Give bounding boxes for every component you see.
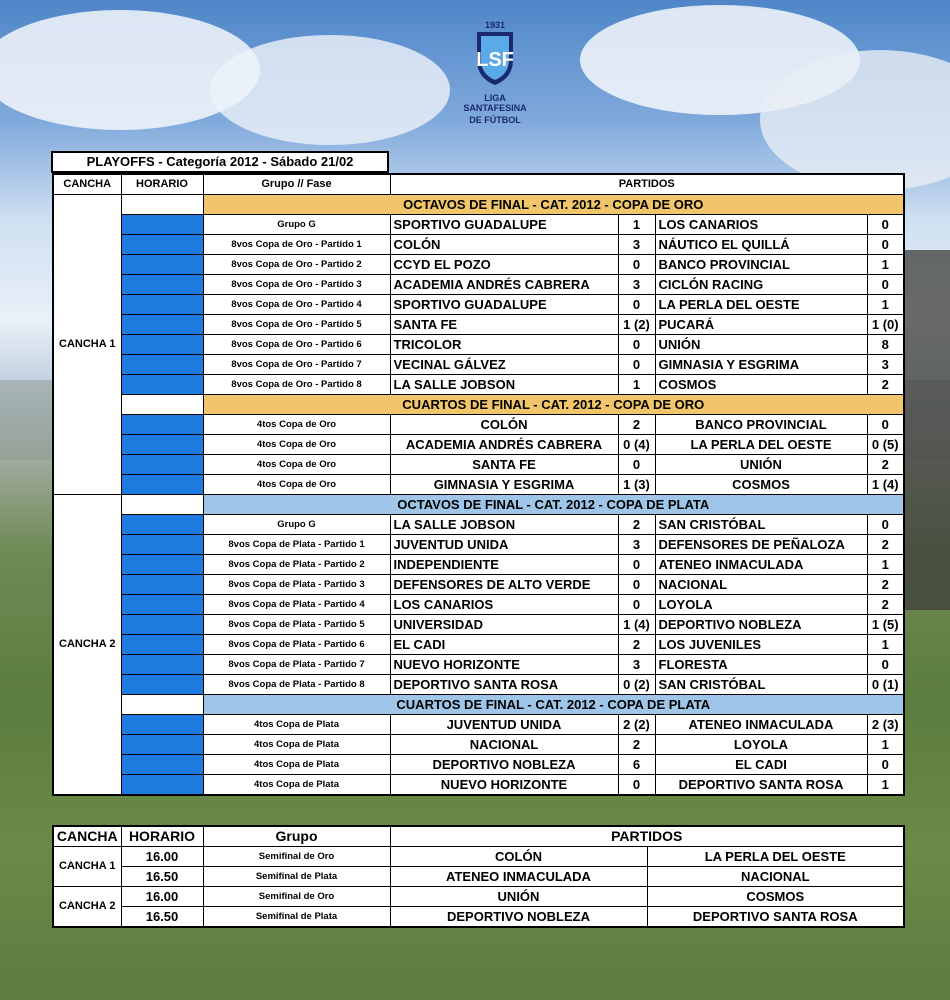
away-score: 1: [867, 295, 904, 315]
column-header-row: [53, 174, 904, 195]
time-slot: [121, 255, 203, 275]
away-team: ATENEO INMACULADA: [655, 715, 867, 735]
section-title: OCTAVOS DE FINAL - CAT. 2012 - COPA DE ORO: [203, 195, 904, 215]
home-score: 0: [618, 555, 655, 575]
match-row: [53, 575, 904, 595]
home-score: 0: [618, 355, 655, 375]
away-team: UNIÓN: [655, 335, 867, 355]
semis-phase: Semifinal de Oro: [203, 847, 390, 867]
away-score: 0: [867, 275, 904, 295]
away-score: 1 (5): [867, 615, 904, 635]
home-team: JUVENTUD UNIDA: [390, 535, 618, 555]
home-team: DEPORTIVO NOBLEZA: [390, 755, 618, 775]
away-score: 1: [867, 255, 904, 275]
match-phase: 8vos Copa de Plata - Partido 3: [203, 575, 390, 595]
away-team: FLORESTA: [655, 655, 867, 675]
match-row: [53, 535, 904, 555]
time-slot: [121, 455, 203, 475]
time-slot: [121, 535, 203, 555]
match-phase: 8vos Copa de Oro - Partido 2: [203, 255, 390, 275]
section-header-row: [53, 695, 904, 715]
time-cell-empty: [121, 195, 203, 215]
time-slot: [121, 515, 203, 535]
match-phase: 4tos Copa de Plata: [203, 775, 390, 796]
semis-home-team: ATENEO INMACULADA: [390, 867, 647, 887]
home-score: 3: [618, 535, 655, 555]
away-score: 1 (0): [867, 315, 904, 335]
time-slot: [121, 435, 203, 455]
home-score: 0 (4): [618, 435, 655, 455]
away-score: 0: [867, 415, 904, 435]
match-row: [53, 595, 904, 615]
match-row: [53, 615, 904, 635]
away-score: 1: [867, 555, 904, 575]
match-phase: 8vos Copa de Plata - Partido 7: [203, 655, 390, 675]
semis-time: 16.50: [121, 907, 203, 928]
semis-header-row: [53, 826, 904, 847]
away-team: BANCO PROVINCIAL: [655, 415, 867, 435]
time-slot: [121, 715, 203, 735]
section-title: CUARTOS DE FINAL - CAT. 2012 - COPA DE ORO: [203, 395, 904, 415]
away-score: 0 (5): [867, 435, 904, 455]
match-phase: 4tos Copa de Oro: [203, 435, 390, 455]
match-phase: Grupo G: [203, 515, 390, 535]
home-score: 0: [618, 595, 655, 615]
home-team: COLÓN: [390, 235, 618, 255]
semis-phase: Semifinal de Plata: [203, 867, 390, 887]
home-score: 2 (2): [618, 715, 655, 735]
home-score: 1: [618, 375, 655, 395]
match-row: [53, 715, 904, 735]
time-slot: [121, 235, 203, 255]
logo-name-line1: LIGA SANTAFESINA: [463, 93, 527, 113]
semis-home-team: DEPORTIVO NOBLEZA: [390, 907, 647, 928]
home-team: EL CADI: [390, 635, 618, 655]
match-row: [53, 335, 904, 355]
away-team: UNIÓN: [655, 455, 867, 475]
time-slot: [121, 675, 203, 695]
semifinal-row: [53, 907, 904, 928]
home-score: 0: [618, 455, 655, 475]
away-score: 1: [867, 635, 904, 655]
time-cell-empty: [121, 695, 203, 715]
match-row: [53, 555, 904, 575]
home-score: 3: [618, 235, 655, 255]
home-team: SPORTIVO GUADALUPE: [390, 295, 618, 315]
col-header-grupo: Grupo // Fase: [203, 174, 390, 195]
match-phase: 8vos Copa de Oro - Partido 6: [203, 335, 390, 355]
match-row: [53, 455, 904, 475]
home-score: 0: [618, 335, 655, 355]
match-phase: 8vos Copa de Plata - Partido 5: [203, 615, 390, 635]
home-score: 0: [618, 775, 655, 796]
match-row: [53, 435, 904, 455]
home-score: 2: [618, 515, 655, 535]
logo-name-line2: DE FÚTBOL: [469, 115, 521, 125]
time-slot: [121, 475, 203, 495]
home-score: 1: [618, 215, 655, 235]
match-row: [53, 355, 904, 375]
semis-time: 16.50: [121, 867, 203, 887]
match-row: [53, 315, 904, 335]
home-team: DEFENSORES DE ALTO VERDE: [390, 575, 618, 595]
away-team: SAN CRISTÓBAL: [655, 515, 867, 535]
away-team: BANCO PROVINCIAL: [655, 255, 867, 275]
away-score: 2: [867, 575, 904, 595]
home-score: 3: [618, 275, 655, 295]
court-label: CANCHA 1: [53, 195, 121, 495]
section-title: OCTAVOS DE FINAL - CAT. 2012 - COPA DE PLATA: [203, 495, 904, 515]
match-phase: 4tos Copa de Plata: [203, 715, 390, 735]
away-score: 8: [867, 335, 904, 355]
match-row: [53, 775, 904, 796]
away-team: PUCARÁ: [655, 315, 867, 335]
match-row: [53, 215, 904, 235]
time-slot: [121, 355, 203, 375]
home-team: NACIONAL: [390, 735, 618, 755]
home-team: NUEVO HORIZONTE: [390, 655, 618, 675]
away-score: 1: [867, 735, 904, 755]
section-header-row: [53, 195, 904, 215]
home-team: NUEVO HORIZONTE: [390, 775, 618, 796]
match-row: [53, 655, 904, 675]
away-team: LA PERLA DEL OESTE: [655, 435, 867, 455]
time-slot: [121, 275, 203, 295]
page-title: PLAYOFFS - Categoría 2012 - Sábado 21/02: [51, 151, 389, 173]
away-team: COSMOS: [655, 475, 867, 495]
semifinal-row: [53, 887, 904, 907]
logo-monogram: LSF: [476, 49, 514, 71]
match-row: [53, 415, 904, 435]
court-label: CANCHA 2: [53, 495, 121, 796]
match-phase: 8vos Copa de Oro - Partido 5: [203, 315, 390, 335]
time-slot: [121, 375, 203, 395]
home-team: DEPORTIVO SANTA ROSA: [390, 675, 618, 695]
away-team: SAN CRISTÓBAL: [655, 675, 867, 695]
match-row: [53, 375, 904, 395]
home-team: LOS CANARIOS: [390, 595, 618, 615]
match-phase: 8vos Copa de Plata - Partido 2: [203, 555, 390, 575]
match-phase: 8vos Copa de Oro - Partido 4: [203, 295, 390, 315]
time-slot: [121, 755, 203, 775]
semis-away-team: DEPORTIVO SANTA ROSA: [647, 907, 904, 928]
home-score: 0: [618, 295, 655, 315]
section-header-row: [53, 495, 904, 515]
semis-col-cancha: CANCHA: [53, 826, 121, 847]
home-team: ACADEMIA ANDRÉS CABRERA: [390, 275, 618, 295]
home-score: 1 (2): [618, 315, 655, 335]
col-header-partidos: PARTIDOS: [390, 174, 904, 195]
semis-phase: Semifinal de Plata: [203, 907, 390, 928]
league-logo: [455, 20, 535, 125]
time-slot: [121, 295, 203, 315]
time-cell-empty: [121, 495, 203, 515]
away-team: CICLÓN RACING: [655, 275, 867, 295]
match-row: [53, 675, 904, 695]
home-team: INDEPENDIENTE: [390, 555, 618, 575]
away-team: DEFENSORES DE PEÑALOZA: [655, 535, 867, 555]
home-team: TRICOLOR: [390, 335, 618, 355]
away-team: LOS JUVENILES: [655, 635, 867, 655]
time-slot: [121, 655, 203, 675]
home-score: 2: [618, 735, 655, 755]
time-slot: [121, 775, 203, 796]
time-slot: [121, 615, 203, 635]
away-team: LOYOLA: [655, 595, 867, 615]
semis-phase: Semifinal de Oro: [203, 887, 390, 907]
match-phase: 8vos Copa de Oro - Partido 3: [203, 275, 390, 295]
away-score: 0: [867, 655, 904, 675]
away-score: 1: [867, 775, 904, 796]
home-score: 2: [618, 635, 655, 655]
away-team: DEPORTIVO NOBLEZA: [655, 615, 867, 635]
away-score: 2: [867, 535, 904, 555]
home-score: 0 (2): [618, 675, 655, 695]
home-team: LA SALLE JOBSON: [390, 515, 618, 535]
match-row: [53, 475, 904, 495]
playoffs-table: [52, 173, 905, 796]
semifinals-table: [52, 825, 905, 928]
match-row: [53, 255, 904, 275]
semis-away-team: COSMOS: [647, 887, 904, 907]
match-row: [53, 235, 904, 255]
time-slot: [121, 335, 203, 355]
section-title: CUARTOS DE FINAL - CAT. 2012 - COPA DE PLATA: [203, 695, 904, 715]
time-slot: [121, 315, 203, 335]
semis-home-team: UNIÓN: [390, 887, 647, 907]
match-phase: 8vos Copa de Plata - Partido 6: [203, 635, 390, 655]
home-score: 2: [618, 415, 655, 435]
away-score: 2 (3): [867, 715, 904, 735]
semis-time: 16.00: [121, 887, 203, 907]
semifinal-row: [53, 847, 904, 867]
away-team: ATENEO INMACULADA: [655, 555, 867, 575]
home-team: VECINAL GÁLVEZ: [390, 355, 618, 375]
match-phase: 8vos Copa de Oro - Partido 7: [203, 355, 390, 375]
away-team: EL CADI: [655, 755, 867, 775]
match-phase: 8vos Copa de Oro - Partido 8: [203, 375, 390, 395]
match-phase: 4tos Copa de Plata: [203, 735, 390, 755]
time-slot: [121, 575, 203, 595]
away-score: 2: [867, 595, 904, 615]
match-phase: 4tos Copa de Oro: [203, 455, 390, 475]
home-score: 1 (3): [618, 475, 655, 495]
home-score: 1 (4): [618, 615, 655, 635]
home-score: 0: [618, 575, 655, 595]
away-team: DEPORTIVO SANTA ROSA: [655, 775, 867, 796]
match-phase: 4tos Copa de Oro: [203, 475, 390, 495]
semis-col-grupo: Grupo: [203, 826, 390, 847]
semis-col-partidos: PARTIDOS: [390, 826, 904, 847]
away-team: NÁUTICO EL QUILLÁ: [655, 235, 867, 255]
away-score: 0: [867, 215, 904, 235]
match-row: [53, 755, 904, 775]
away-score: 3: [867, 355, 904, 375]
away-score: 2: [867, 375, 904, 395]
col-header-horario: HORARIO: [121, 174, 203, 195]
away-team: LOYOLA: [655, 735, 867, 755]
home-team: JUVENTUD UNIDA: [390, 715, 618, 735]
semis-away-team: LA PERLA DEL OESTE: [647, 847, 904, 867]
match-row: [53, 295, 904, 315]
away-score: 1 (4): [867, 475, 904, 495]
semis-col-horario: HORARIO: [121, 826, 203, 847]
semis-court-label: CANCHA 2: [53, 887, 121, 928]
away-team: COSMOS: [655, 375, 867, 395]
time-slot: [121, 215, 203, 235]
away-team: LA PERLA DEL OESTE: [655, 295, 867, 315]
shield-icon: [473, 30, 517, 86]
time-cell-empty: [121, 395, 203, 415]
home-score: 6: [618, 755, 655, 775]
away-score: 2: [867, 455, 904, 475]
semis-home-team: COLÓN: [390, 847, 647, 867]
match-phase: 8vos Copa de Plata - Partido 1: [203, 535, 390, 555]
away-team: GIMNASIA Y ESGRIMA: [655, 355, 867, 375]
home-team: CCYD EL POZO: [390, 255, 618, 275]
time-slot: [121, 635, 203, 655]
semis-court-label: CANCHA 1: [53, 847, 121, 887]
match-row: [53, 275, 904, 295]
home-team: GIMNASIA Y ESGRIMA: [390, 475, 618, 495]
semis-away-team: NACIONAL: [647, 867, 904, 887]
home-score: 0: [618, 255, 655, 275]
match-row: [53, 515, 904, 535]
semifinal-row: [53, 867, 904, 887]
match-phase: 4tos Copa de Oro: [203, 415, 390, 435]
away-score: 0: [867, 755, 904, 775]
match-phase: 8vos Copa de Plata - Partido 4: [203, 595, 390, 615]
time-slot: [121, 555, 203, 575]
home-team: SANTA FE: [390, 455, 618, 475]
home-team: ACADEMIA ANDRÉS CABRERA: [390, 435, 618, 455]
match-phase: 8vos Copa de Plata - Partido 8: [203, 675, 390, 695]
home-team: UNIVERSIDAD: [390, 615, 618, 635]
time-slot: [121, 415, 203, 435]
away-score: 0: [867, 515, 904, 535]
away-score: 0 (1): [867, 675, 904, 695]
home-team: SANTA FE: [390, 315, 618, 335]
section-header-row: [53, 395, 904, 415]
home-score: 3: [618, 655, 655, 675]
time-slot: [121, 595, 203, 615]
time-slot: [121, 735, 203, 755]
match-phase: Grupo G: [203, 215, 390, 235]
col-header-cancha: CANCHA: [53, 174, 121, 195]
away-team: NACIONAL: [655, 575, 867, 595]
away-team: LOS CANARIOS: [655, 215, 867, 235]
logo-year: 1931: [484, 20, 506, 30]
match-phase: 4tos Copa de Plata: [203, 755, 390, 775]
semis-time: 16.00: [121, 847, 203, 867]
home-team: LA SALLE JOBSON: [390, 375, 618, 395]
match-phase: 8vos Copa de Oro - Partido 1: [203, 235, 390, 255]
match-row: [53, 735, 904, 755]
away-score: 0: [867, 235, 904, 255]
home-team: COLÓN: [390, 415, 618, 435]
match-row: [53, 635, 904, 655]
home-team: SPORTIVO GUADALUPE: [390, 215, 618, 235]
